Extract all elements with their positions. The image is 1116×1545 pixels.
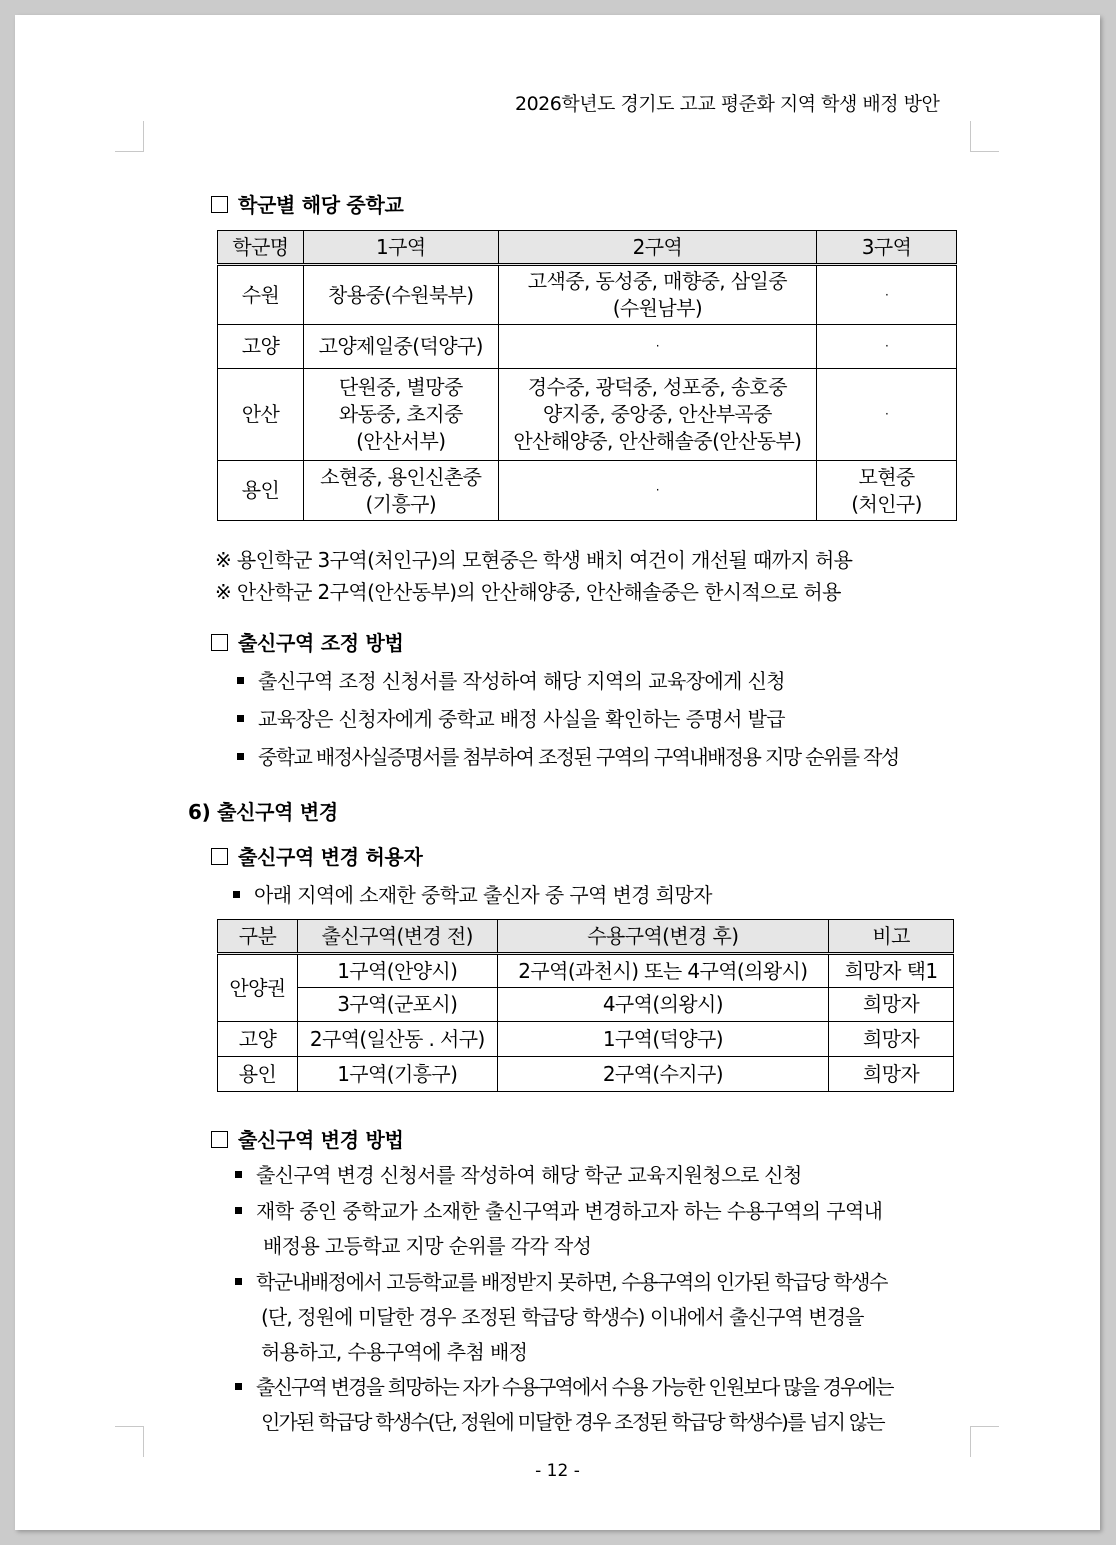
table-row [218, 954, 954, 988]
from-cell: 2구역(일산동 . 서구) [297, 1022, 497, 1057]
to-cell: 4구역(의왕시) [497, 988, 829, 1022]
bullet-item: 아래 지역에 소재한 중학교 출신자 중 구역 변경 희망자 [233, 879, 712, 908]
to-cell: 1구역(덕양구) [497, 1022, 829, 1057]
zone2-cell: · [498, 325, 817, 369]
bullet-item: 출신구역 변경을 희망하는 자가 수용구역에서 수용 가능한 인원보다 많을 경우에는 [235, 1371, 893, 1400]
district-cell: 수원 [218, 265, 304, 325]
crop-mark-bottom-right [970, 1426, 999, 1457]
section-heading-adjust: 출신구역 조정 방법 [211, 627, 404, 656]
to-cell: 2구역(수지구) [497, 1057, 829, 1092]
zone1-cell: 단원중, 별망중 와동중, 초지중 (안산서부) [303, 369, 498, 461]
table-row [218, 988, 954, 1022]
district-cell: 용인 [218, 461, 304, 521]
bullet-item: 출신구역 조정 신청서를 작성하여 해당 지역의 교육장에게 신청 [237, 665, 785, 694]
square-bullet-icon [235, 1383, 242, 1390]
bullet-item: 학군내배정에서 고등학교를 배정받지 못하면, 수용구역의 인가된 학급당 학생수 [235, 1266, 887, 1295]
col-header: 학군명 [218, 231, 304, 265]
table-row [218, 369, 957, 461]
square-bullet-icon [233, 891, 240, 898]
bullet-item: 재학 중인 중학교가 소재한 출신구역과 변경하고자 하는 수용구역의 구역내 [235, 1195, 882, 1224]
col-header: 1구역 [303, 231, 498, 265]
district-cell: 고양 [218, 325, 304, 369]
note-cell: 희망자 택1 [829, 954, 954, 988]
bullet-item: 출신구역 변경 신청서를 작성하여 해당 학군 교육지원청으로 신청 [235, 1159, 802, 1188]
zone2-cell: 경수중, 광덕중, 성포중, 송호중 양지중, 중앙중, 안산부곡중 안산해양중, 안산해솔중(안산동부) [498, 369, 817, 461]
to-cell: 2구역(과천시) 또는 4구역(의왕시) [497, 954, 829, 988]
note-2: ※ 안산학군 2구역(안산동부)의 안산해양중, 안산해솔중은 한시적으로 허용 [215, 580, 841, 604]
col-header: 출신구역(변경 전) [297, 920, 497, 954]
col-header: 구분 [218, 920, 298, 954]
zone3-cell: · [817, 265, 957, 325]
zone3-cell: · [817, 325, 957, 369]
col-header: 비고 [829, 920, 954, 954]
table-row [218, 1057, 954, 1092]
zone1-cell: 창용중(수원북부) [303, 265, 498, 325]
crop-mark-bottom-left [115, 1426, 144, 1457]
bullet-continuation: (단, 정원에 미달한 경우 조정된 학급당 학생수) 이내에서 출신구역 변경을 [261, 1305, 864, 1329]
note-cell: 희망자 [829, 1057, 954, 1092]
section-heading-schools: 학군별 해당 중학교 [211, 189, 404, 218]
group-cell: 안양권 [218, 954, 298, 1022]
from-cell: 1구역(안양시) [297, 954, 497, 988]
zone2-cell: 고색중, 동성중, 매향중, 삼일중 (수원남부) [498, 265, 817, 325]
checkbox-square-icon [211, 196, 228, 213]
zone1-cell: 소현중, 용인신촌중 (기흥구) [303, 461, 498, 521]
district-cell: 안산 [218, 369, 304, 461]
group-cell: 용인 [218, 1057, 298, 1092]
zone3-cell: 모현중 (처인구) [817, 461, 957, 521]
zone-change-table [217, 919, 954, 1092]
from-cell: 3구역(군포시) [297, 988, 497, 1022]
running-header: 2026학년도 경기도 고교 평준화 지역 학생 배정 방안 [515, 93, 940, 115]
section-heading-change: 6) 출신구역 변경 [188, 800, 338, 824]
col-header: 2구역 [498, 231, 817, 265]
bullet-item: 중학교 배정사실증명서를 첨부하여 조정된 구역의 구역내배정용 지망 순위를 작성 [237, 741, 899, 770]
square-bullet-icon [235, 1207, 242, 1214]
crop-mark-top-left [115, 121, 144, 152]
document-page [15, 15, 1100, 1530]
square-bullet-icon [235, 1171, 242, 1178]
school-district-table [217, 230, 957, 521]
bullet-continuation: 허용하고, 수용구역에 추첨 배정 [261, 1340, 528, 1364]
table-row [218, 325, 957, 369]
group-cell: 고양 [218, 1022, 298, 1057]
square-bullet-icon [235, 1278, 242, 1285]
table-row [218, 1022, 954, 1057]
bullet-continuation: 인가된 학급당 학생수(단, 정원에 미달한 경우 조정된 학급당 학생수)를 넘지 않는 [261, 1410, 884, 1434]
page-number: - 12 - [535, 1461, 580, 1481]
col-header: 수용구역(변경 후) [497, 920, 829, 954]
zone3-cell: · [817, 369, 957, 461]
crop-mark-top-right [970, 121, 999, 152]
checkbox-square-icon [211, 1131, 228, 1148]
zone2-cell: · [498, 461, 817, 521]
section-heading-change-method: 출신구역 변경 방법 [211, 1124, 404, 1153]
square-bullet-icon [237, 753, 244, 760]
square-bullet-icon [237, 677, 244, 684]
bullet-continuation: 배정용 고등학교 지망 순위를 각각 작성 [263, 1234, 592, 1258]
section-heading-eligible: 출신구역 변경 허용자 [211, 841, 423, 870]
table-row [218, 265, 957, 325]
note-cell: 희망자 [829, 988, 954, 1022]
checkbox-square-icon [211, 848, 228, 865]
zone1-cell: 고양제일중(덕양구) [303, 325, 498, 369]
square-bullet-icon [237, 715, 244, 722]
bullet-item: 교육장은 신청자에게 중학교 배정 사실을 확인하는 증명서 발급 [237, 703, 785, 732]
note-cell: 희망자 [829, 1022, 954, 1057]
table-row [218, 461, 957, 521]
note-1: ※ 용인학군 3구역(처인구)의 모현중은 학생 배치 여건이 개선될 때까지 허용 [215, 548, 853, 572]
col-header: 3구역 [817, 231, 957, 265]
from-cell: 1구역(기흥구) [297, 1057, 497, 1092]
checkbox-square-icon [211, 634, 228, 651]
